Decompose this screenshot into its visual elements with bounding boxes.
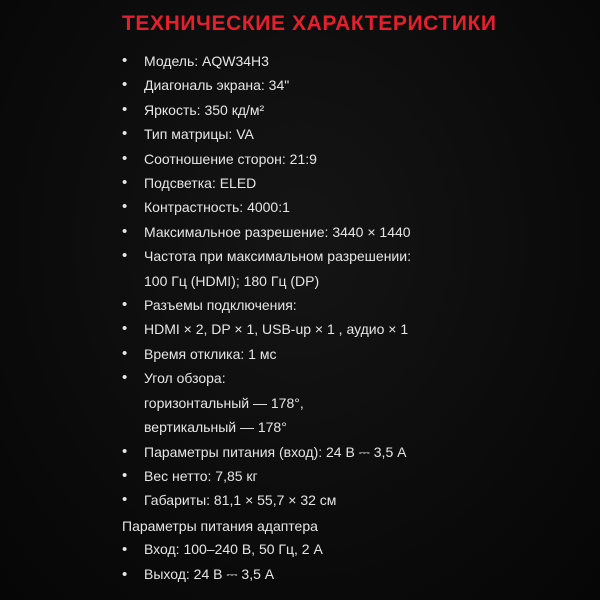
spec-text: 100 Гц (HDMI); 180 Гц (DP) xyxy=(144,272,320,289)
spec-text: Угол обзора: xyxy=(144,370,226,387)
spec-text: Параметры питания (вход): 24 В ⎓ 3,5 А xyxy=(144,443,407,460)
spec-text: Модель: AQW34H3 xyxy=(144,53,269,69)
spec-text: Разъемы подключения: xyxy=(144,297,297,314)
spec-text: Тип матрицы: VA xyxy=(144,126,254,143)
spec-text: горизонтальный — 178°, xyxy=(144,394,304,411)
bullet-icon: • xyxy=(122,491,128,509)
spec-item xyxy=(122,488,592,512)
spec-text: Яркость: 350 кд/м² xyxy=(144,101,265,118)
spec-item xyxy=(122,220,592,244)
spec-item xyxy=(122,464,592,488)
bullet-icon: • xyxy=(122,369,128,387)
spec-item xyxy=(122,342,592,366)
bullet-icon: • xyxy=(122,442,128,460)
spec-text: Габариты: 81,1 × 55,7 × 32 см xyxy=(144,492,337,509)
specs-list xyxy=(122,49,592,513)
bullet-icon: • xyxy=(122,466,128,484)
spec-item xyxy=(122,440,592,464)
spec-text: вертикальный — 178° xyxy=(144,419,287,436)
bullet-icon: • xyxy=(122,222,128,240)
spec-item xyxy=(122,317,592,341)
page-title: ТЕХНИЧЕСКИЕ ХАРАКТЕРИСТИКИ xyxy=(122,12,497,35)
bullet-icon: • xyxy=(122,125,128,143)
spec-item xyxy=(122,366,592,439)
bullet-icon: • xyxy=(122,149,128,167)
spec-text: Подсветка: ELED xyxy=(144,175,257,192)
adapter-item xyxy=(122,537,323,562)
bullet-icon: • xyxy=(122,344,128,362)
bullet-icon: • xyxy=(122,247,128,265)
bullet-icon: • xyxy=(122,100,128,118)
adapter-text: Вход: 100–240 В, 50 Гц, 2 А xyxy=(144,541,323,557)
spec-item xyxy=(122,171,592,195)
spec-item xyxy=(122,122,592,146)
spec-item xyxy=(122,195,592,219)
bullet-icon: • xyxy=(122,76,128,94)
spec-text: Диагональ экрана: 34" xyxy=(144,77,290,94)
spec-item xyxy=(122,293,592,317)
bullet-icon: • xyxy=(122,320,128,338)
spec-text: HDMI × 2, DP × 1, USB-up × 1 , аудио × 1 xyxy=(144,321,409,338)
adapter-list xyxy=(122,537,323,587)
adapter-heading: Параметры питания адаптера xyxy=(122,518,318,534)
spec-text: Время отклика: 1 мс xyxy=(144,345,277,362)
bullet-icon: • xyxy=(122,566,128,583)
bullet-icon: • xyxy=(122,198,128,216)
spec-item xyxy=(122,49,592,73)
spec-item xyxy=(122,73,592,97)
spec-item xyxy=(122,244,592,293)
spec-text: Максимальное разрешение: 3440 × 1440 xyxy=(144,223,411,240)
spec-item xyxy=(122,147,592,171)
bullet-icon: • xyxy=(122,52,128,69)
adapter-text: Выход: 24 В ⎓ 3,5 А xyxy=(144,566,275,582)
spec-text: Соотношение сторон: 21:9 xyxy=(144,150,317,167)
bullet-icon: • xyxy=(122,296,128,314)
spec-item xyxy=(122,98,592,122)
spec-text: Контрастность: 4000:1 xyxy=(144,199,290,216)
spec-text: Частота при максимальном разрешении: xyxy=(144,248,411,265)
bullet-icon: • xyxy=(122,174,128,192)
adapter-item xyxy=(122,562,323,587)
spec-text: Вес нетто: 7,85 кг xyxy=(144,467,258,484)
bullet-icon: • xyxy=(122,541,128,558)
